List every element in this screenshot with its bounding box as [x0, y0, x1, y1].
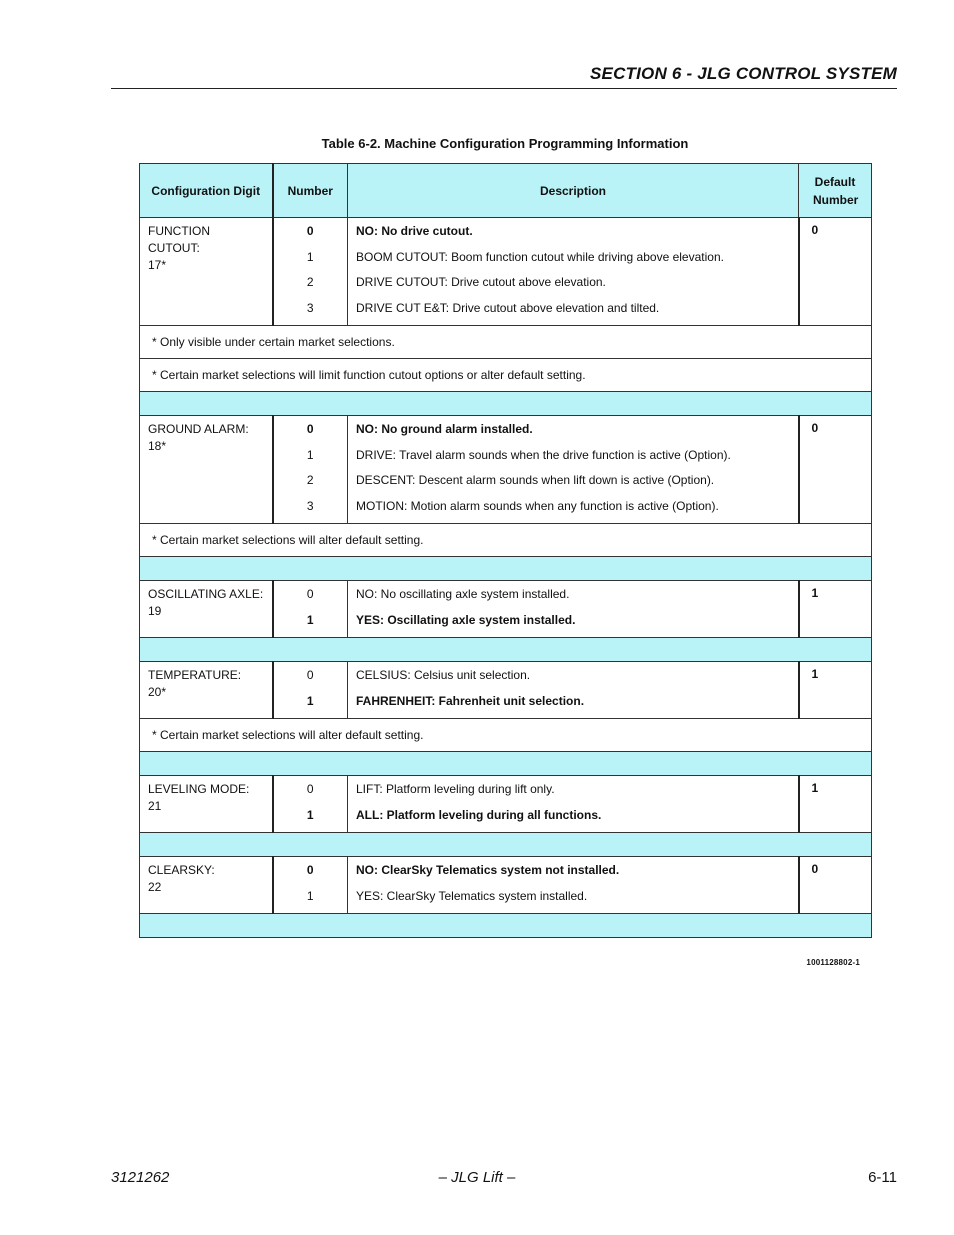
footer-page-number: 6-11: [868, 1169, 897, 1186]
spacer-row: [140, 638, 872, 662]
option-number: 2: [306, 275, 314, 289]
default-cell: 0: [799, 416, 872, 524]
default-cell: 1: [799, 776, 872, 833]
option-number: 1: [306, 888, 314, 903]
config-digit: 20*: [148, 685, 167, 699]
spacer-cell: [140, 752, 872, 776]
option-number: 0: [306, 224, 314, 238]
col-header-default: Default Number: [799, 164, 872, 218]
config-digit-cell: [140, 416, 273, 524]
config-digit: 17*: [148, 258, 167, 272]
option-description: DESCENT: Descent alarm sounds when lift down is active (Option).: [356, 473, 715, 487]
option-description: NO: ClearSky Telematics system not installed.: [356, 863, 620, 877]
option-description: DRIVE CUTOUT: Drive cutout above elevation.: [356, 275, 606, 289]
option-description: CELSIUS: Celsius unit selection.: [356, 668, 531, 682]
config-digit-cell: [140, 776, 273, 833]
option-description: DRIVE: Travel alarm sounds when the drive function is active (Option).: [356, 447, 731, 462]
number-cell: [273, 857, 348, 914]
note-row: [140, 359, 872, 392]
spacer-row: [140, 557, 872, 581]
config-digit-cell: [140, 581, 273, 638]
option-number: 1: [306, 249, 314, 264]
footer-doc-number: 3121262: [111, 1169, 170, 1186]
option-number: 0: [306, 782, 314, 796]
spacer-row: [140, 392, 872, 416]
config-group-row: [140, 218, 872, 326]
note-text: * Certain market selections will alter default setting.: [140, 719, 872, 752]
option-description: DRIVE CUT E&T: Drive cutout above elevation and tilted.: [356, 300, 660, 315]
config-digit-cell: [140, 662, 273, 719]
col-header-config-digit: Configuration Digit: [140, 164, 273, 218]
option-description: NO: No oscillating axle system installed.: [356, 587, 570, 601]
option-description: YES: Oscillating axle system installed.: [356, 612, 576, 627]
config-group-row: [140, 416, 872, 524]
config-digit: 22: [148, 880, 162, 894]
option-description: MOTION: Motion alarm sounds when any function is active (Option).: [356, 498, 719, 513]
default-cell: 1: [799, 581, 872, 638]
section-title: SECTION 6 - JLG CONTROL SYSTEM: [590, 64, 897, 83]
number-cell: [273, 776, 348, 833]
option-description: ALL: Platform leveling during all functions.: [356, 807, 602, 822]
spacer-cell: [140, 392, 872, 416]
col-header-number: Number: [273, 164, 348, 218]
default-cell: 0: [799, 857, 872, 914]
config-label: FUNCTION CUTOUT:: [148, 224, 210, 255]
option-number: 1: [306, 693, 314, 708]
note-row: [140, 719, 872, 752]
option-description: BOOM CUTOUT: Boom function cutout while driving above elevation.: [356, 249, 724, 264]
config-label: OSCILLATING AXLE:: [148, 587, 264, 601]
spacer-cell: [140, 557, 872, 581]
option-number: 2: [306, 473, 314, 487]
default-cell: 1: [799, 662, 872, 719]
spacer-cell: [140, 914, 872, 938]
spacer-cell: [140, 833, 872, 857]
config-label: GROUND ALARM:: [148, 422, 249, 436]
config-digit-cell: [140, 218, 273, 326]
description-cell: [348, 857, 799, 914]
config-digit: 18*: [148, 439, 167, 453]
option-number: 3: [306, 300, 314, 315]
spacer-row: [140, 914, 872, 938]
option-number: 0: [306, 587, 314, 601]
number-cell: [273, 581, 348, 638]
note-row: [140, 524, 872, 557]
option-number: 1: [306, 807, 314, 822]
col-header-description: Description: [348, 164, 799, 218]
option-description: NO: No ground alarm installed.: [356, 422, 533, 436]
option-description: YES: ClearSky Telematics system installed.: [356, 888, 588, 903]
description-cell: [348, 662, 799, 719]
config-label: CLEARSKY:: [148, 863, 215, 877]
number-cell: [273, 218, 348, 326]
table-body: [140, 218, 872, 938]
note-text: * Only visible under certain market selections.: [140, 326, 872, 359]
option-description: LIFT: Platform leveling during lift only.: [356, 782, 555, 796]
config-digit: 21: [148, 799, 162, 813]
option-number: 0: [306, 422, 314, 436]
option-description: NO: No drive cutout.: [356, 224, 473, 238]
description-cell: [348, 581, 799, 638]
description-cell: [348, 416, 799, 524]
spacer-cell: [140, 638, 872, 662]
config-table: [139, 163, 872, 938]
option-description: FAHRENHEIT: Fahrenheit unit selection.: [356, 693, 585, 708]
note-text: * Certain market selections will alter default setting.: [140, 524, 872, 557]
note-row: [140, 326, 872, 359]
header-rule: [111, 88, 897, 89]
config-label: TEMPERATURE:: [148, 668, 242, 682]
spacer-row: [140, 833, 872, 857]
config-digit-cell: [140, 857, 273, 914]
config-group-row: [140, 776, 872, 833]
option-number: 1: [306, 612, 314, 627]
option-number: 3: [306, 498, 314, 513]
spacer-row: [140, 752, 872, 776]
description-cell: [348, 776, 799, 833]
option-number: 0: [306, 668, 314, 682]
number-cell: [273, 662, 348, 719]
table-caption: Table 6-2. Machine Configuration Programming Information: [321, 136, 689, 151]
number-cell: [273, 416, 348, 524]
config-group-row: [140, 581, 872, 638]
config-group-row: [140, 662, 872, 719]
footer-center: – JLG Lift –: [438, 1169, 516, 1186]
note-text: * Certain market selections will limit function cutout options or alter default setting.: [140, 359, 872, 392]
description-cell: [348, 218, 799, 326]
option-number: 0: [306, 863, 314, 877]
default-cell: 0: [799, 218, 872, 326]
config-digit: 19: [148, 604, 162, 618]
config-group-row: [140, 857, 872, 914]
option-number: 1: [306, 447, 314, 462]
config-label: LEVELING MODE:: [148, 782, 250, 796]
figure-id: 1001128802-1: [806, 958, 860, 967]
table-header-row: [140, 164, 872, 218]
